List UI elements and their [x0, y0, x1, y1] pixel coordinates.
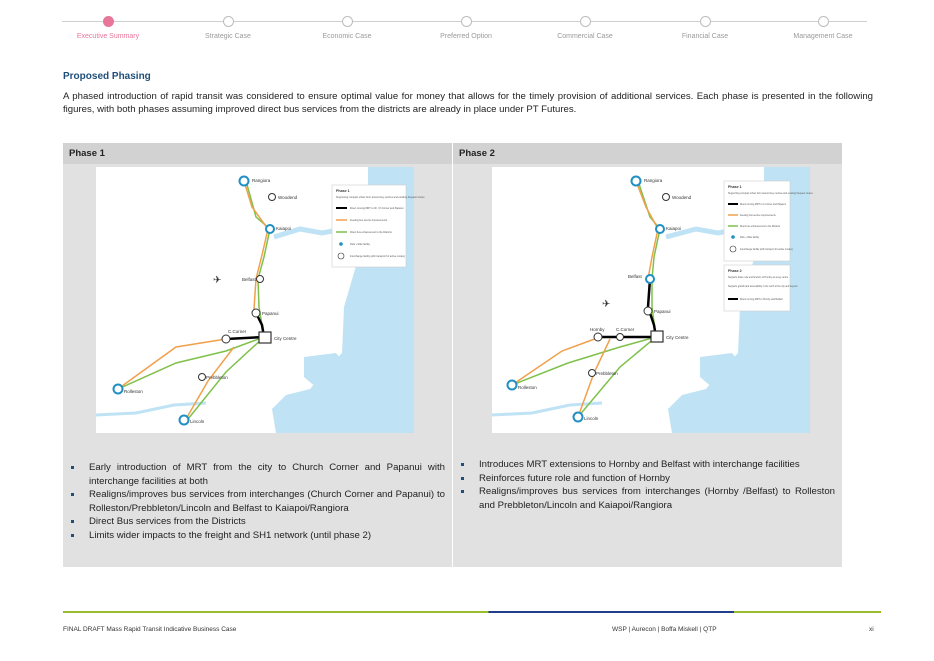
svg-text:Rolleston: Rolleston	[124, 389, 143, 394]
step-label: Management Case	[793, 33, 853, 40]
list-item: Realigns/improves bus services from interchanges (Church Corner and Papanui) to Rolleston/Prebbleton/Lincoln and Belfast to Kaiapoi/Rangiora	[69, 488, 445, 515]
step-dot	[461, 16, 472, 27]
list-item: Limits wider impacts to the freight and SH1 network (until phase 2)	[69, 529, 445, 543]
phase2-map-graphic	[492, 167, 813, 433]
step-label: Executive Summary	[76, 33, 140, 40]
phase1-bullet-list	[69, 461, 445, 542]
list-item: Realigns/improves bus services from interchanges (Hornby /Belfast) to Rolleston and Prebbleton/Lincoln and Kaiapoi/Rangiora	[459, 485, 835, 512]
phase2-title: Phase 2	[453, 143, 842, 164]
svg-text:Papanui: Papanui	[654, 309, 671, 314]
svg-text:Supporting compact urban form: Supporting compact urban form around key centres and existing frequent routes	[728, 192, 813, 195]
station-rolleston	[114, 385, 123, 394]
step-label: Commercial Case	[557, 33, 613, 40]
svg-text:Supports future role and funct: Supports future role and function of Hornby as a key centre	[728, 277, 789, 279]
station-rangiora	[240, 177, 249, 186]
svg-text:Woodend: Woodend	[672, 195, 692, 200]
svg-text:Park + Ride facility: Park + Ride facility	[740, 237, 760, 239]
svg-text:Lincoln: Lincoln	[584, 416, 599, 421]
svg-text:City Centre: City Centre	[274, 336, 297, 341]
station-kaiapoi	[656, 225, 664, 233]
svg-text:Supporting compact urban form: Supporting compact urban form around key centres and existing frequent routes	[336, 196, 425, 199]
step-management-case[interactable]	[763, 14, 883, 40]
intro-paragraph: A phased introduction of rapid transit was considered to ensure optimal value for money that allows for the timely provision of additional services. Each phase is presented in the following figures, with both phases assuming improved direct bus services from the districts are already in place under PT Futures.	[63, 91, 873, 115]
svg-text:Feeding bus service improvemen: Feeding bus service improvements	[740, 215, 776, 217]
svg-text:Phase 2: Phase 2	[728, 269, 742, 273]
section-progress-nav	[62, 14, 867, 44]
station-city-centre	[651, 331, 663, 342]
station-city-centre	[259, 332, 271, 343]
step-dot	[223, 16, 234, 27]
svg-text:Direct running MRT to Ch. Ch C: Direct running MRT to Ch. Ch Corner and Papanui	[350, 207, 404, 210]
step-dot	[342, 16, 353, 27]
mrt-route	[226, 313, 264, 339]
phase2-panel	[453, 143, 842, 567]
svg-text:Phase 1: Phase 1	[336, 189, 350, 193]
step-dot	[818, 16, 829, 27]
svg-text:Supports growth and accessibil: Supports growth and accessibility in the north of the city and beyond	[728, 286, 798, 288]
svg-text:C.Corner: C.Corner	[228, 329, 247, 334]
svg-text:Rangiora: Rangiora	[252, 178, 271, 183]
step-dot	[580, 16, 591, 27]
svg-text:Feeding bus service improvemen: Feeding bus service improvements	[350, 219, 388, 222]
station-rangiora	[632, 177, 641, 186]
station-lincoln	[180, 416, 189, 425]
svg-text:Direct bus enhancement to the: Direct bus enhancement to the Districts	[740, 226, 781, 228]
svg-text:Papanui: Papanui	[262, 311, 279, 316]
step-financial-case[interactable]	[645, 14, 765, 40]
svg-text:✈: ✈	[602, 299, 611, 310]
svg-text:Belfast: Belfast	[628, 274, 642, 279]
svg-text:Direct running MRT to C.Corner: Direct running MRT to C.Corner and Papanui	[740, 204, 786, 206]
svg-text:✈: ✈	[213, 275, 222, 286]
footer-authors: WSP | Aurecon | Boffa Miskell | QTP	[612, 626, 717, 633]
phase1-panel	[63, 143, 452, 567]
direct-bus-route	[512, 181, 660, 417]
direct-bus-route	[118, 181, 270, 419]
station-lincoln	[574, 413, 583, 422]
step-label: Preferred Option	[440, 33, 492, 40]
step-preferred-option[interactable]	[406, 14, 526, 40]
feeder-bus-route	[512, 181, 658, 417]
phase2-map	[492, 167, 813, 433]
step-label: Economic Case	[322, 33, 372, 40]
svg-text:Phase 1: Phase 1	[728, 185, 742, 189]
svg-text:Hornby: Hornby	[590, 327, 605, 332]
station-belfast	[646, 275, 654, 283]
step-label: Strategic Case	[205, 33, 251, 40]
phase1-map-graphic	[96, 167, 425, 433]
step-dot	[700, 16, 711, 27]
list-item: Introduces MRT extensions to Hornby and Belfast with interchange facilities	[459, 458, 835, 472]
station-kaiapoi	[266, 225, 274, 233]
footer-document-title: FINAL DRAFT Mass Rapid Transit Indicative Business Case	[63, 626, 237, 633]
svg-text:Park + Ride facility: Park + Ride facility	[350, 243, 370, 246]
step-strategic-case[interactable]	[168, 14, 288, 40]
svg-text:Direct running MRT to Hornby a: Direct running MRT to Hornby and Belfast	[740, 299, 783, 301]
phase1-title: Phase 1	[63, 143, 452, 164]
step-dot	[103, 16, 114, 27]
svg-text:Woodend: Woodend	[278, 195, 298, 200]
svg-text:Prebbleton: Prebbleton	[596, 371, 618, 376]
list-item: Reinforces future role and function of Hornby	[459, 472, 835, 486]
phase1-map	[96, 167, 425, 433]
list-item: Early introduction of MRT from the city to Church Corner and Papanui with interchange facilities at both	[69, 461, 445, 488]
station-rolleston	[508, 381, 517, 390]
svg-text:C.Corner: C.Corner	[616, 327, 635, 332]
svg-text:City Centre: City Centre	[666, 335, 689, 340]
footer-rule	[63, 611, 881, 613]
svg-text:Kaiapoi: Kaiapoi	[666, 226, 682, 231]
svg-text:Prebbleton: Prebbleton	[206, 375, 228, 380]
feeder-bus-route	[118, 181, 268, 419]
step-commercial-case[interactable]	[525, 14, 645, 40]
svg-text:Kaiapoi: Kaiapoi	[276, 226, 292, 231]
page-number: xi	[869, 626, 874, 633]
svg-text:Rangiora: Rangiora	[644, 178, 663, 183]
section-title: Proposed Phasing	[63, 71, 151, 82]
svg-text:Belfast: Belfast	[242, 277, 256, 282]
svg-text:Rolleston: Rolleston	[518, 385, 537, 390]
step-executive-summary[interactable]	[48, 14, 168, 40]
svg-text:Interchange facility (with tra: Interchange facility (with transport for active modes)	[740, 249, 793, 251]
step-label: Financial Case	[681, 33, 729, 40]
svg-text:Direct bus enhancement to the: Direct bus enhancement to the Districts	[350, 231, 392, 234]
phase2-bullet-list	[459, 458, 835, 512]
list-item: Direct Bus services from the Districts	[69, 515, 445, 529]
step-economic-case[interactable]	[287, 14, 407, 40]
svg-text:Lincoln: Lincoln	[190, 419, 205, 424]
svg-text:Interchange facility (with tra: Interchange facility (with transport for active modes)	[350, 255, 405, 258]
